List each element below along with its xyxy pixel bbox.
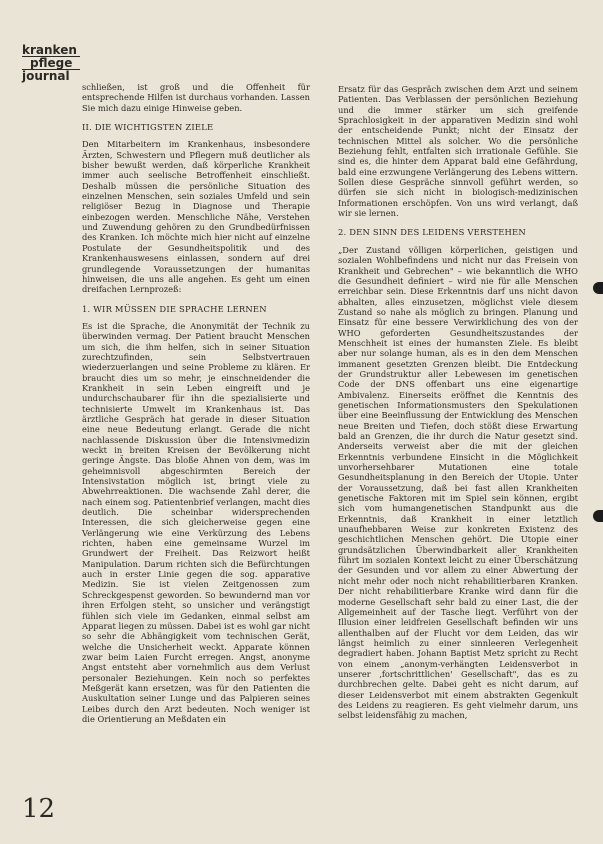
punch-hole-bottom <box>593 510 603 522</box>
page-number: 12 <box>22 794 56 824</box>
right-column <box>338 84 578 721</box>
masthead-line-2: pflege <box>22 56 80 70</box>
left-paragraph-2: Es ist die Sprache, die Anonymität der Technik zu überwinden vermag. Der Patient braucht Menschen um sich, die ihm helfen, sich in seiner Situation zurechtzufinden, sein Selbstvertrauen wiederzuerlangen und seine Probleme zu klären. Er braucht dies um so mehr, je einschneidender die Krankheit in sein Leben eingreift und je undurchschaubarer für ihn die spezialisierte und technisierte Umwelt im Krankenhaus ist. Das ärztliche Gespräch hat gerade in dieser Situation eine neue Bedeutung erlangt. Gerade die nicht nachlassende Diskussion über die Intensivmedizin weckt in breiten Kreisen der Bevölkerung nicht geringe Ängste. Das bloße Ahnen von dem, was im geheimnisvoll abgeschirmten Bereich der Intensivstation möglich ist, bringt viele zu Abwehrreaktionen. Die wachsende Zahl derer, die nach einem sog. Patientenbrief verlangen, macht dies deutlich. Die scheinbar widersprechenden Interessen, die sich gleicherweise gegen eine Verlängerung wie eine Verkürzung des Lebens richten, haben eine gemeinsame Wurzel im Grundwert der Freiheit. Das Reizwort heißt Manipulation. Darum richten sich die Befürchtungen auch in erster Linie gegen die sog. apparative Medizin. Sie ist vielen Zeitgenossen zum Schreckgespenst geworden. So bewundernd man vor ihren Erfolgen steht, so unsicher und verängstigt fühlen sich viele im Gedanken, einmal selbst am Apparat liegen zu müssen. Dabei ist es wohl gar nicht so sehr die Abhängigkeit vom technischen Gerät, welche die Unsicherheit weckt. Apparate können zwar beim Laien Furcht erregen. Angst, anonyme Angst entsteht aber vornehmlich aus dem Verlust personaler Beziehungen. Kein noch so perfektes Meßgerät kann ersetzen, was für den Patienten die Auskultation seiner Lunge und das Palpieren seines Leibes durch den Arzt bedeuten. Noch weniger ist die Orientierung an Meßdaten ein <box>82 320 310 724</box>
right-paragraph-2: „Der Zustand völligen körperlichen, geistigen und sozialen Wohlbefindens und nicht nur das Freisein von Krankheit und Gebrechen" – wie bekanntlich die WHO die Gesundheit definiert – wird nie für alle Menschen erreichbar sein. Diese Erkenntnis darf uns nicht davon abhalten, alles einzusetzen, möglichst viele diesem Zustand so nahe als möglich zu bringen. Planung und Einsatz für eine bessere Verwirklichung des von der WHO geforderten Gesundheitszustandes der Menschheit ist eines der humansten Ziele. Es bleibt aber nur solange human, als es in den dem Menschen immanent gesetzten Grenzen bleibt. Die Entdeckung der Grundstruktur aller Lebewesen im genetischen Code der DNS offenbart uns eine eigenartige Ambivalenz. Einerseits eröffnet die Kenntnis des genetischen Informationsmusters den Spekulationen über eine Beeinflussung der Entwicklung des Menschen neue Breiten und Tiefen, doch stößt diese Erwartung bald an Grenzen, die ihr durch die Natur gesetzt sind. Anderseits verweist aber die mit der gleichen Erkenntnis verbundene Einsicht in die Möglichkeit unvorhersehbarer Mutationen eine totale Gesundheitsplanung in den Bereich der Utopie. Unter der Voraussetzung, daß bei fast allen Krankheiten genetische Faktoren mit im Spiel sein können, ergibt sich vom humangenetischen Standpunkt aus die Erkenntnis, daß Krankheit in einer letztlich unaufhebbaren Weise zur konkreten Existenz des geschichtlichen Menschen gehört. Die Utopie einer grundsätzlichen Überwindbarkeit aller Krankheiten führt im sozialen Kontext leicht zu einer Überschätzung der Gesunden und vor allem zu einer Abwertung der nicht mehr oder noch nicht rehabilitierbaren Kranken. Der nicht rehabilitierbare Kranke wird dann für die moderne Gesellschaft sehr bald zu einer Last, die der Allgemeinheit auf der Tasche liegt. Verführt von der Illusion einer leidfreien Gesellschaft befinden wir uns allenthalben auf der Flucht vor dem Leiden, das wir längst heimlich zu einer sinnleeren Verlegenheit degradiert haben. Johann Baptist Metz spricht zu Recht von einem „anonym-verhängten Leidensverbot in unserer ‚fortschrittlichen' Gesellschaft", das es zu durchbrechen gelte. Dabei geht es nicht darum, auf dieser Leidensverbot mit einem abstrakten Gegenkult des Leidens zu reagieren. Es geht vielmehr darum, uns selbst leidensfähig zu machen, <box>338 244 578 721</box>
masthead-line-1: kranken <box>22 43 77 57</box>
journal-masthead <box>22 44 80 82</box>
section-heading-goals: II. DIE WICHTIGSTEN ZIELE <box>82 122 214 133</box>
left-column <box>82 82 310 724</box>
masthead-line-3: journal <box>22 69 70 83</box>
left-paragraph-1: Den Mitarbeitern im Krankenhaus, insbesondere Ärzten, Schwestern und Pflegern muß deutlicher als bisher bewußt werden, daß körperliche Krankheit immer auch seelische Betroffenheit einschließt. Deshalb müssen die persönliche Situation des einzelnen Menschen, sein soziales Umfeld und sein religiöser Bezug in Diagnose und Therapie einbezogen werden. Menschliche Nähe, Verstehen und Zuwendung gehören zu den Grundbedürfnissen des Kranken. Ich möchte mich hier nicht auf einzelne Postulate der Gesundheitspolitik und des Krankenhauswesens einlassen, sondern auf drei grundlegende Voraussetzungen der humanitas hinweisen, die uns alle angehen. Es geht um einen dreifachen Lernprozeß: <box>82 139 310 295</box>
right-paragraph-1: Ersatz für das Gespräch zwischen dem Arzt und seinem Patienten. Das Verblassen der persönlichen Beziehung und die immer stärker um sich greifende Sprachlosigkeit in der apparativen Medizin sind wohl der entscheidende Punkt; nicht der Einsatz der technischen Mittel als solcher. Wo die persönliche Beziehung fehlt, entfalten sich irrationale Gefühle. Sie sind es, die hinter dem Apparat bald eine Gefährdung, bald eine erzwungene Verlängerung des Lebens wittern. Sollen diese Gespräche sinnvoll geführt werden, so dürfen sie sich nicht in biologisch-medizinischen Informationen erschöpfen. Von uns wird verlangt, daß wir sie lernen. <box>338 84 578 219</box>
section-heading-language: 1. WIR MÜSSEN DIE SPRACHE LERNEN <box>82 303 267 314</box>
left-intro-paragraph: schließen, ist groß und die Offenheit für entsprechende Hilfen ist durchaus vorhanden. Lassen Sie mich dazu einige Hinweise geben. <box>82 82 310 113</box>
section-heading-suffering: 2. DEN SINN DES LEIDENS VERSTEHEN <box>338 227 526 238</box>
punch-hole-top <box>593 282 603 294</box>
